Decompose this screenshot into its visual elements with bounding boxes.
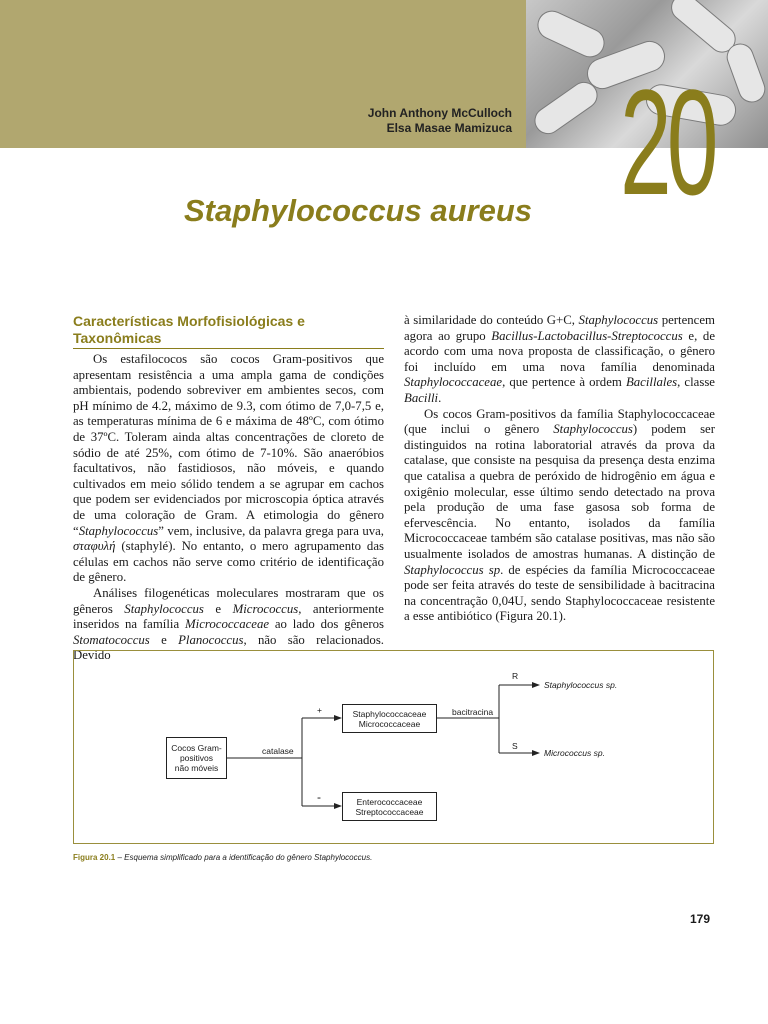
authors	[368, 106, 512, 136]
root-box	[166, 737, 227, 779]
figure-box	[73, 650, 714, 844]
column-right	[404, 313, 715, 625]
column-left	[73, 352, 384, 664]
caption-description: Esquema simplificado para a identificação do gênero Staphylococcus.	[124, 853, 373, 862]
entero-box-line: Enterococcaceae	[356, 796, 423, 807]
bacitracina-label: bacitracina	[452, 707, 494, 717]
paragraph: Os estafilococos são cocos Gram-positivos que apresentam resistência a uma ampla gama de condições ambientais, podendo sobreviver em ambientes secos, com pH mínimo de 4.2, máximo de 9.3, com ótimo de 7,0-7,5 e, as temperaturas mínima de 6 e máxima de 48ºC, com ótimo de 37ºC. Toleram ainda altas concentrações de cloreto de sódio de até 25%, com ótimo de 7-10%. São anaeróbios facultativos, não fastidiosos, não móveis, e quando cultivados em meio sólido tendem a se agrupar em cachos que podem ser evidenciados por microscopia óptica através de uma coloração de Gram. A etimologia do gênero “Staphylococcus” vem, inclusive, da palavra grega para uva, σταφυλή (staphylé). No entanto, o mero agrupamento das células em cachos não serve como critério de identificação de gênero.	[73, 352, 384, 585]
author-2: Elsa Masae Mamizuca	[386, 121, 512, 135]
chapter-title: Staphylococcus aureus	[184, 193, 533, 228]
paragraph: à similaridade do conteúdo G+C, Staphylococcus pertencem agora ao grupo Bacillus-Lactobacillus-Streptococcus e, de acordo com uma nova proposta de classificação, o gênero foi incluído em uma nova família denominada Staphylococcaceae, que pertence à ordem Bacillales, classe Bacilli.	[404, 313, 715, 405]
page-number: 179	[690, 912, 711, 926]
root-box-line: Cocos Gram-	[171, 743, 222, 753]
paragraph: Os cocos Gram-positivos da família Staphylococcaceae (que inclui o gênero Staphylococcus) podem ser distinguidos na rotina laboratorial através da prova da catalase, que consiste na pesquisa da presença desta enzima que catalisa a quebra de peróxido de hidrogênio em água e oxigênio molecular, esse último sendo detectado na prova pela produção de uma fase gasosa sob forma de efervescência. No entanto, isolados da família Micrococcaceae também são catalase positivas, mas não são usualmente isolados de amostras humanas. A distinção de Staphylococcus sp. de espécies da família Micrococcaceae pode ser feita através do teste de sensibilidade à bacitracina na concentração 0,04U, sendo Staphylococcaceae resistente a esse antibiótico (Figura 20.1).	[404, 406, 715, 624]
r-label: R	[512, 671, 519, 681]
plus-sign: +	[317, 705, 322, 715]
entero-box	[342, 792, 437, 821]
paragraph: Análises filogenéticas moleculares mostraram que os gêneros Staphylococcus e Micrococcus, anteriormente inseridos na família Micrococcaceae ao lado dos gêneros Stomatococcus e Planococcus, não são relacionados. Devido	[73, 585, 385, 663]
author-1: John Anthony McCulloch	[367, 106, 512, 120]
caption-figure-number: Figura 20.1	[73, 853, 116, 862]
micro-result: Micrococcus sp.	[544, 748, 605, 758]
staph-result: Staphylococcus sp.	[544, 680, 618, 690]
chapter-number: 20	[620, 58, 714, 226]
staph-box	[342, 704, 437, 733]
caption-separator: –	[115, 853, 125, 862]
minus-sign: -	[317, 790, 321, 804]
entero-box-line: Streptococcaceae	[355, 806, 424, 817]
catalase-label: catalase	[262, 746, 294, 756]
s-label: S	[512, 741, 518, 751]
root-box-line: positivos	[179, 753, 214, 763]
figure-caption	[73, 853, 372, 862]
staph-box-line: Staphylococcaceae	[352, 708, 427, 719]
root-box-line: não móveis	[174, 763, 219, 773]
staph-box-line: Micrococcaceae	[358, 718, 421, 729]
section-heading: Características Morfofisiológicas e Taxonômicas	[73, 313, 384, 349]
